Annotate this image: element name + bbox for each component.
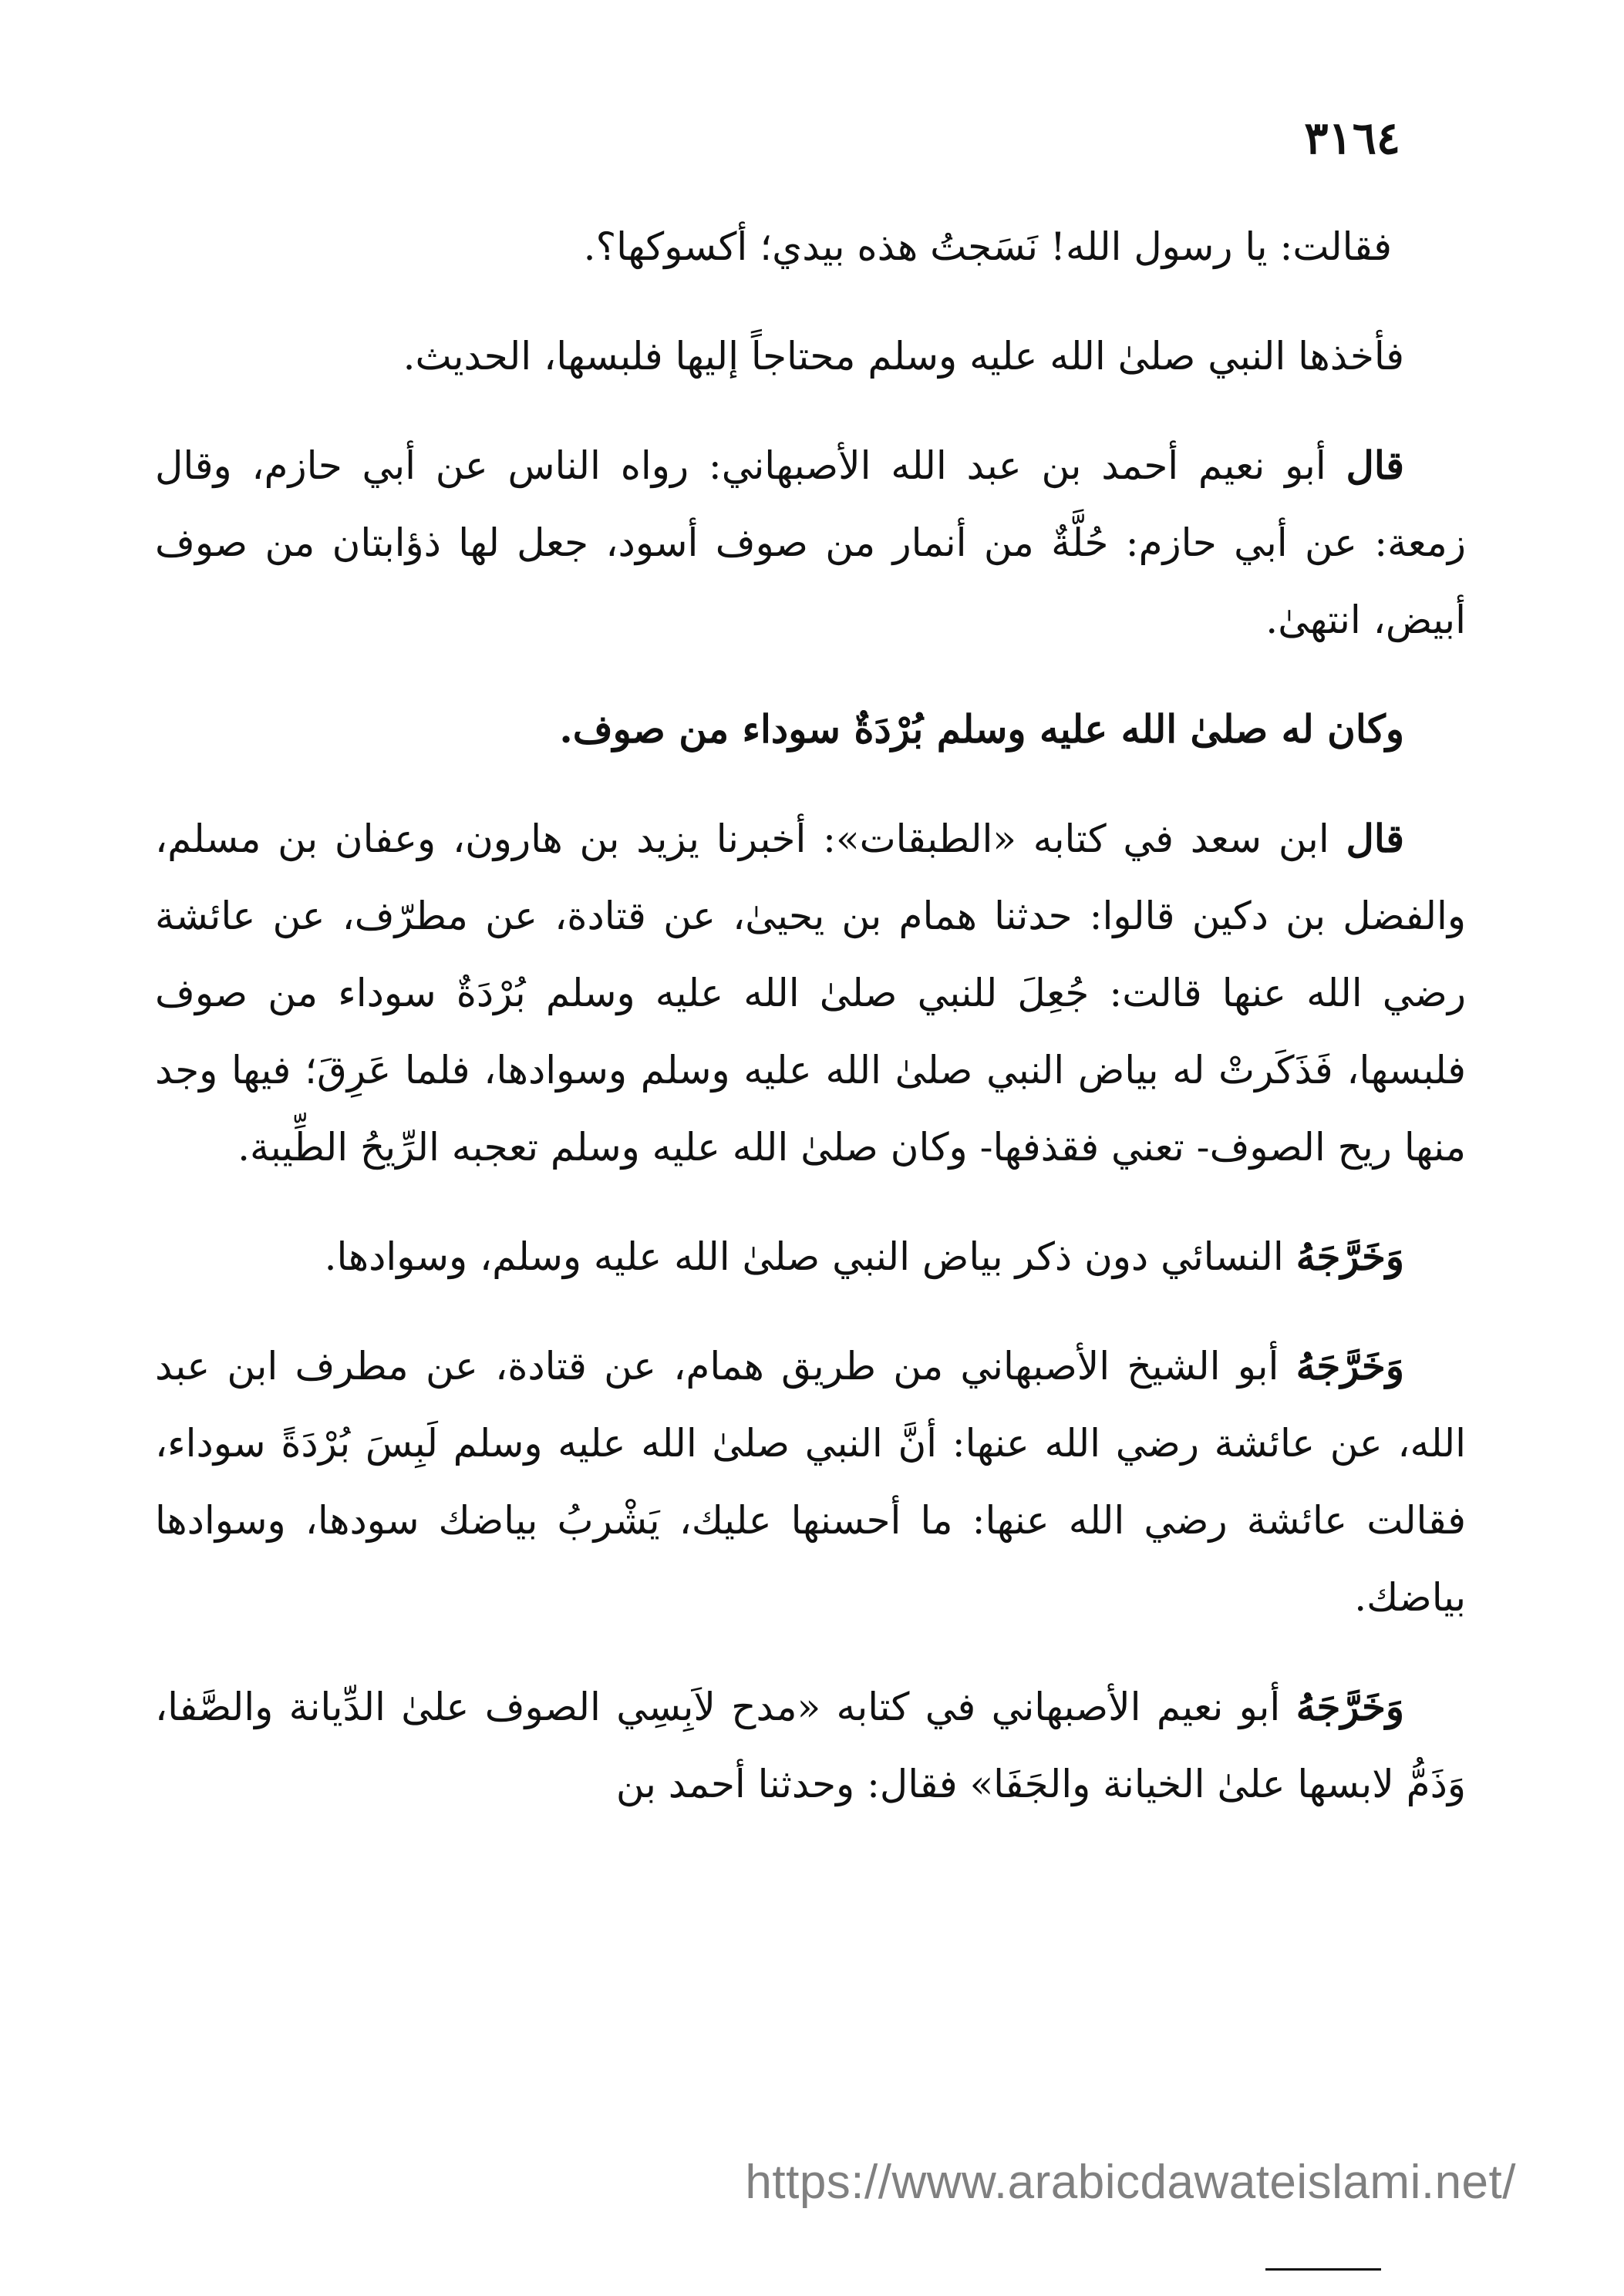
paragraph-lead-word: وَخَرَّجَهُ bbox=[1295, 1234, 1404, 1279]
paragraph bbox=[155, 800, 1466, 1186]
paragraph-text: أبو نعيم أحمد بن عبد الله الأصبهاني: رواه الناس عن أبي حازم، bbox=[251, 443, 1326, 488]
paragraph-text: وقال زمعة: عن أبي حازم: حُلَّةٌ من أنمار من صوف أسود، جعل لها bbox=[155, 443, 1466, 565]
paragraph-text: وسوادها. bbox=[324, 1234, 468, 1279]
paragraph-text: صلىٰ الله عليه وسلم تعجبه الرِّيحُ الطِّيبة. bbox=[238, 1125, 878, 1170]
paragraph-text: ذؤابتان من صوف أبيض، انتهىٰ. bbox=[155, 520, 1466, 642]
footer-divider bbox=[1265, 2268, 1381, 2271]
paragraph-text: وكان له صلىٰ الله عليه وسلم بُرْدَةٌ سوداء من صوف. bbox=[559, 706, 1404, 752]
paragraph-text: ابن سعد في كتابه «الطبقات»: أخبرنا يزيد بن هارون، وعفان بن bbox=[278, 816, 1329, 861]
paragraph-text: لَبِسَ بُرْدَةً سوداء، فقالت عائشة رضي الله عنها: ما أحسنها عليك، يَشْربُ bbox=[155, 1421, 1466, 1543]
paragraph-text: فأخذها النبي صلىٰ الله عليه وسلم محتاجاً إليها فلبسها، الحديث. bbox=[403, 334, 1404, 379]
paragraph-text: بياضك سودها، وسوادها بياضك. bbox=[155, 1498, 1466, 1620]
page-number: ٣١٦٤ bbox=[1304, 112, 1400, 164]
paragraph-text: بُرْدَةٌ سوداء من صوف فلبسها، فَذَكَرتْ له بياض النبي صلىٰ الله عليه وسلم bbox=[155, 971, 1466, 1092]
paragraph-text: أبو نعيم الأصبهاني في كتابه «مدح لاَبِسِي الصوف علىٰ bbox=[401, 1685, 1281, 1729]
paragraph bbox=[155, 1668, 1466, 1823]
paragraph-text: ابن عبد الله، عن عائشة رضي الله عنها: أنَّ النبي صلىٰ الله عليه وسلم bbox=[155, 1344, 1466, 1466]
paragraph-text: فقالت: يا رسول الله! نَسَجتُ هذه بيدي؛ أكسوكها؟. bbox=[583, 224, 1393, 269]
paragraph bbox=[155, 1218, 1466, 1295]
paragraph-text: أبو الشيخ الأصبهاني من طريق همام، عن قتادة، عن مطرف bbox=[295, 1344, 1279, 1389]
paragraph-lead-word: قال bbox=[1346, 443, 1404, 488]
page-body bbox=[155, 208, 1466, 1855]
paragraph-lead-word: وَخَرَّجَهُ bbox=[1295, 1343, 1404, 1389]
paragraph-lead-word: وَخَرَّجَهُ bbox=[1295, 1684, 1405, 1729]
paragraph-heading bbox=[155, 691, 1466, 768]
paragraph-text: وسوادها، فلما عَرِقَ؛ فيها وجد منها ريح الصوف- تعني فقذفها- وكان bbox=[155, 1048, 1466, 1170]
paragraph-text: النسائي دون ذكر بياض النبي صلىٰ الله عليه وسلم، bbox=[480, 1234, 1284, 1279]
paragraph bbox=[155, 427, 1466, 658]
watermark-url: https://www.arabicdawateislami.net/ bbox=[745, 2156, 1516, 2209]
paragraph bbox=[155, 208, 1466, 285]
paragraph bbox=[155, 318, 1466, 395]
paragraph-text: مطرّف، عن عائشة رضي الله عنها قالت: جُعِلَ للنبي صلىٰ الله عليه وسلم bbox=[155, 894, 1467, 1015]
paragraph-text: مسلم، والفضل بن دكين قالوا: حدثنا همام بن يحيىٰ، عن قتادة، عن bbox=[155, 816, 1466, 938]
paragraph bbox=[155, 1328, 1466, 1636]
paragraph-text: الدِّيانة والصَّفا، وَذَمُّ لابسها علىٰ الخيانة والجَفَا» فقال: وحدثنا أحمد بن bbox=[155, 1685, 1466, 1806]
paragraph-lead-word: قال bbox=[1346, 816, 1404, 861]
